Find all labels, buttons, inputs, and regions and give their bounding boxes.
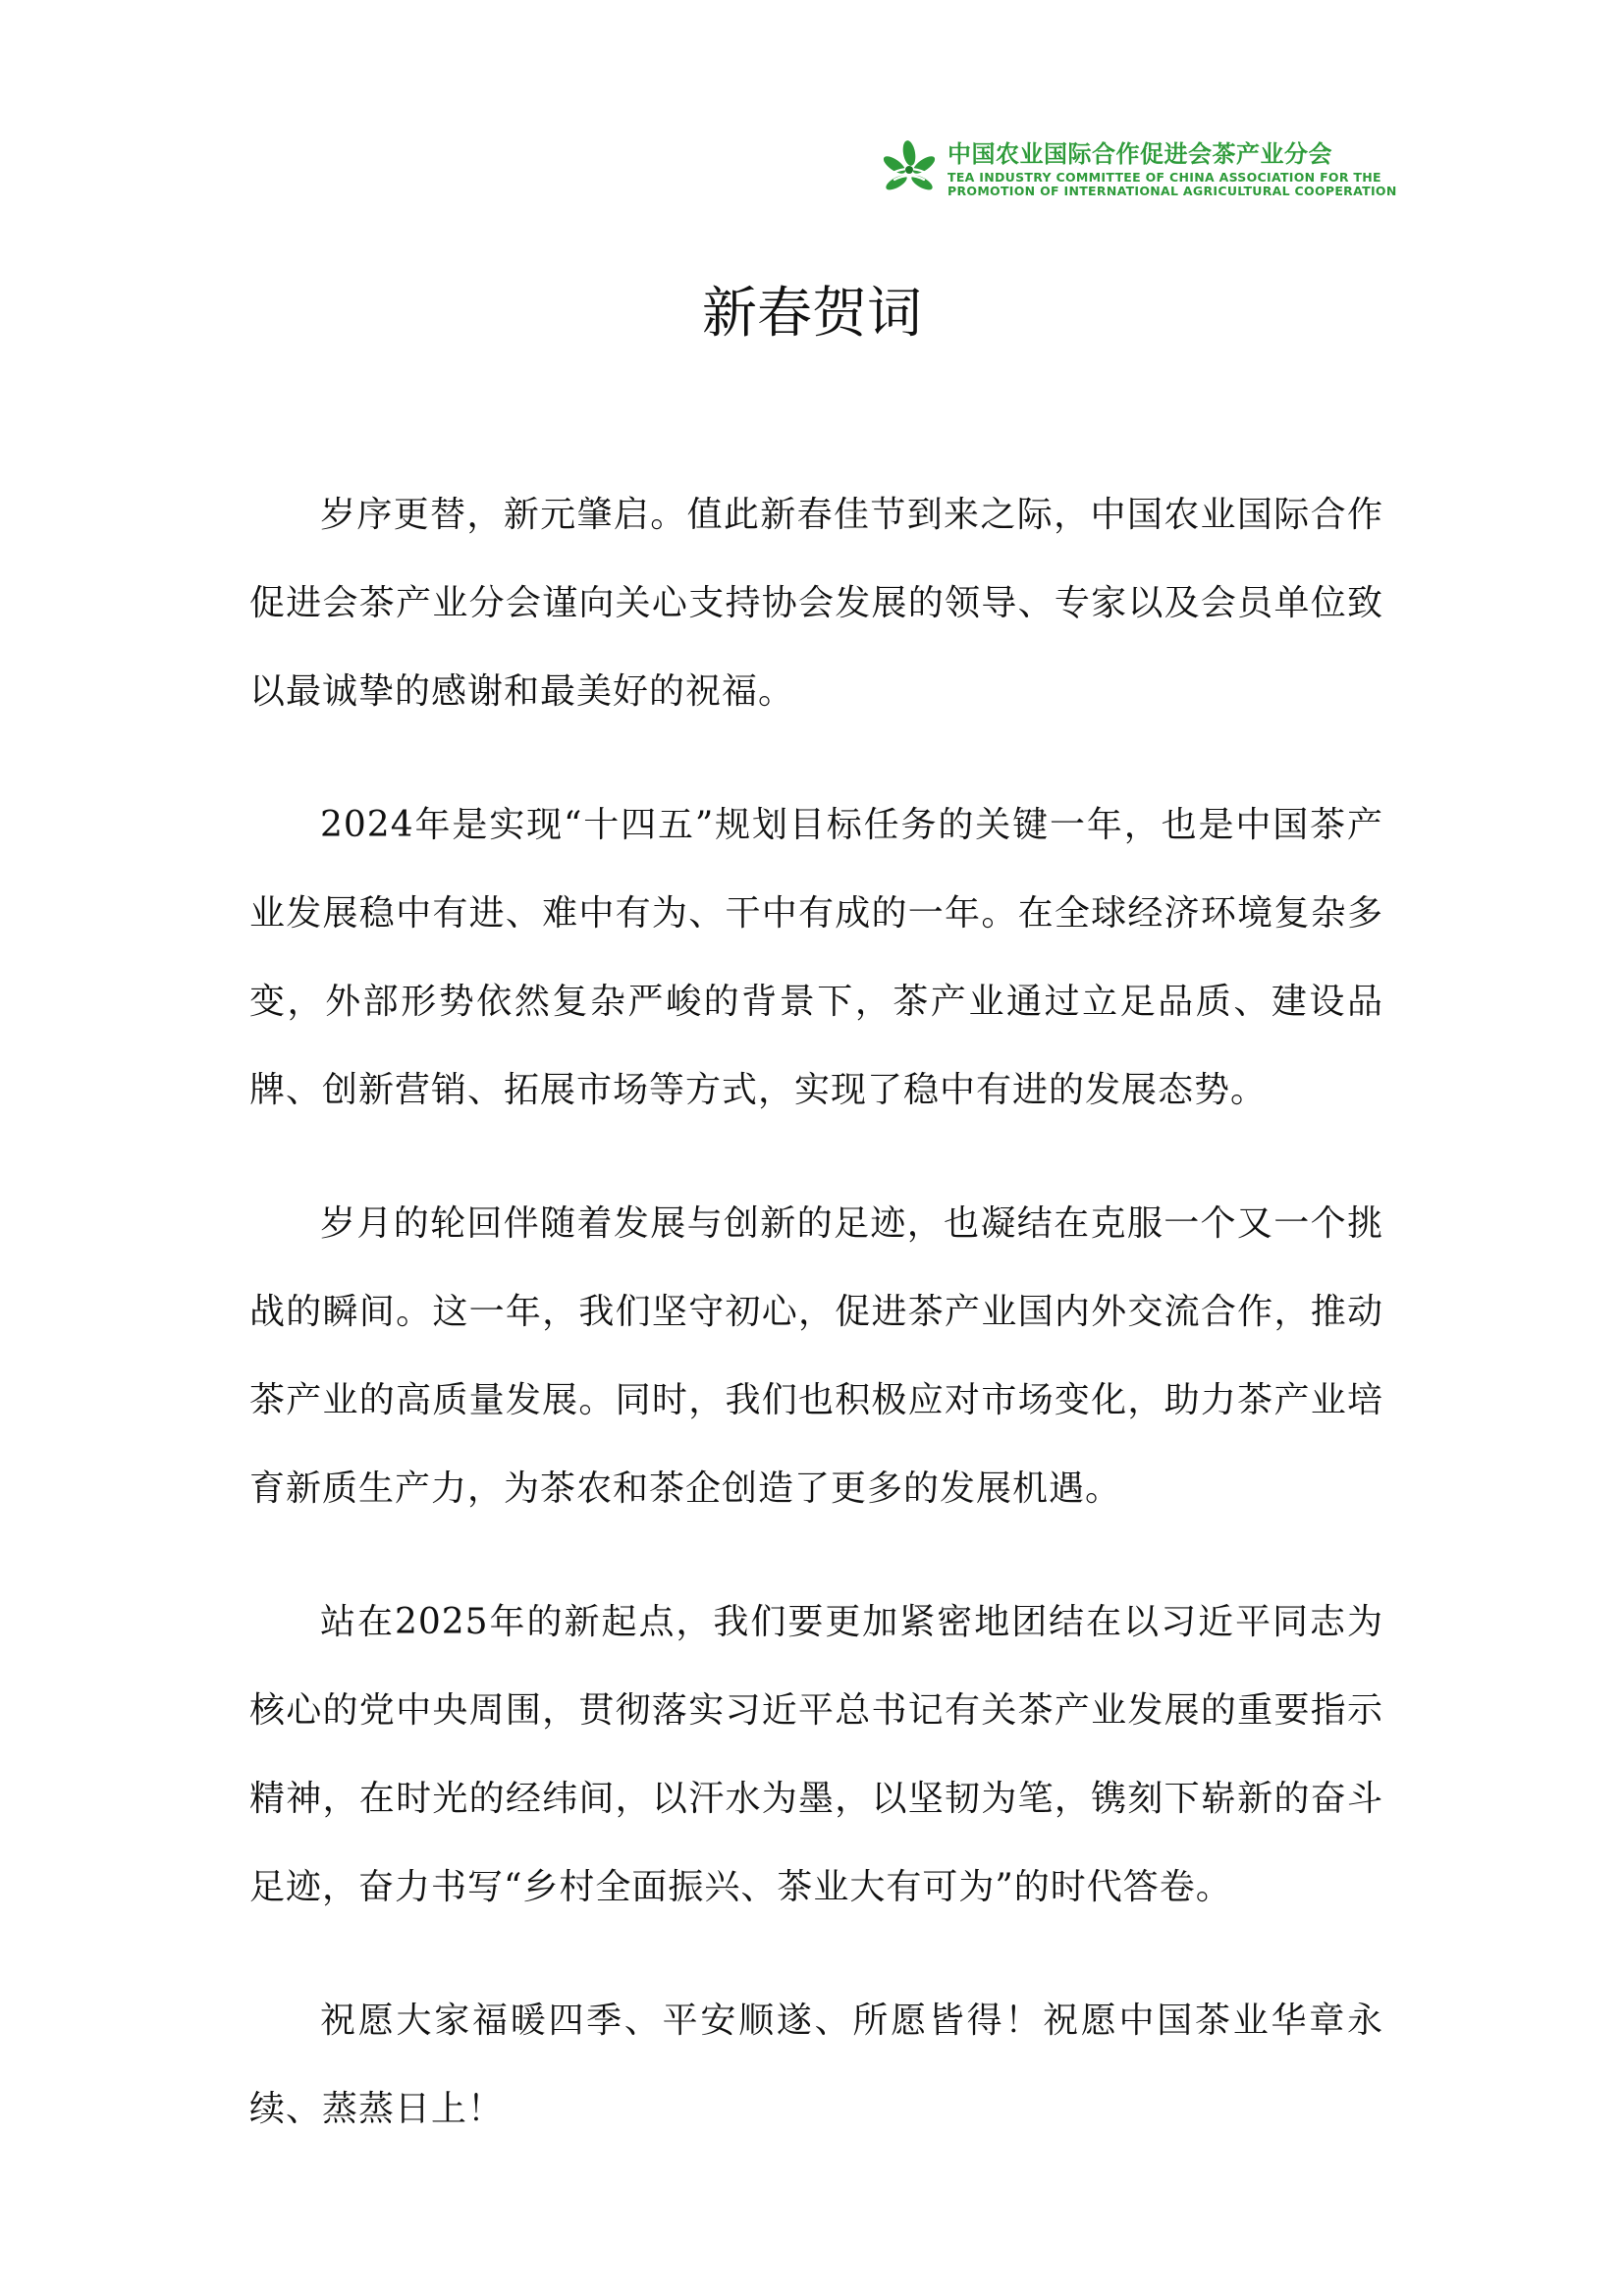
page-title: 新春贺词 <box>702 282 922 346</box>
paragraph-2: 2024年是实现“十四五”规划目标任务的关键一年，也是中国茶产业发展稳中有进、难中有为、干中有成的一年。在全球经济环境复杂多变，外部形势依然复杂严峻的背景下，茶产业通过立足品质、建设品牌、创新营销、拓展市场等方式，实现了稳中有进的发展态势。 <box>249 805 1383 1110</box>
org-name-cn: 中国农业国际合作促进会茶产业分会 <box>947 140 1332 169</box>
tea-leaf-logo-icon <box>879 139 940 200</box>
paragraph-5: 祝愿大家福暖四季、平安顺遂、所愿皆得！祝愿中国茶业华章永续、蒸蒸日上！ <box>249 2001 1383 2129</box>
paragraph-4: 站在2025年的新起点，我们要更加紧密地团结在以习近平同志为核心的党中央周围，贯彻落实习近平总书记有关茶产业发展的重要指示精神，在时光的经纬间，以汗水为墨，以坚韧为笔，镌刻下崭新的奋斗足迹，奋力书写“乡村全面振兴、茶业大有可为”的时代答卷。 <box>249 1602 1383 1907</box>
paragraph-1: 岁序更替，新元肇启。值此新春佳节到来之际，中国农业国际合作促进会茶产业分会谨向关心支持协会发展的领导、专家以及会员单位致以最诚挚的感谢和最美好的祝福。 <box>249 495 1383 712</box>
paragraph-3: 岁月的轮回伴随着发展与创新的足迹，也凝结在克服一个又一个挑战的瞬间。这一年，我们坚守初心，促进茶产业国内外交流合作，推动茶产业的高质量发展。同时，我们也积极应对市场变化，助力茶产业培育新质生产力，为茶农和茶企创造了更多的发展机遇。 <box>249 1203 1383 1509</box>
header-logo <box>879 139 1397 200</box>
letter-body <box>249 471 1383 2199</box>
org-name-en-line2: PROMOTION OF INTERNATIONAL AGRICULTURAL COOPERATION <box>947 183 1397 198</box>
org-name-block <box>947 142 1397 196</box>
org-name-en-line1: TEA INDUSTRY COMMITTEE OF CHINA ASSOCIATION FOR THE <box>947 170 1381 186</box>
